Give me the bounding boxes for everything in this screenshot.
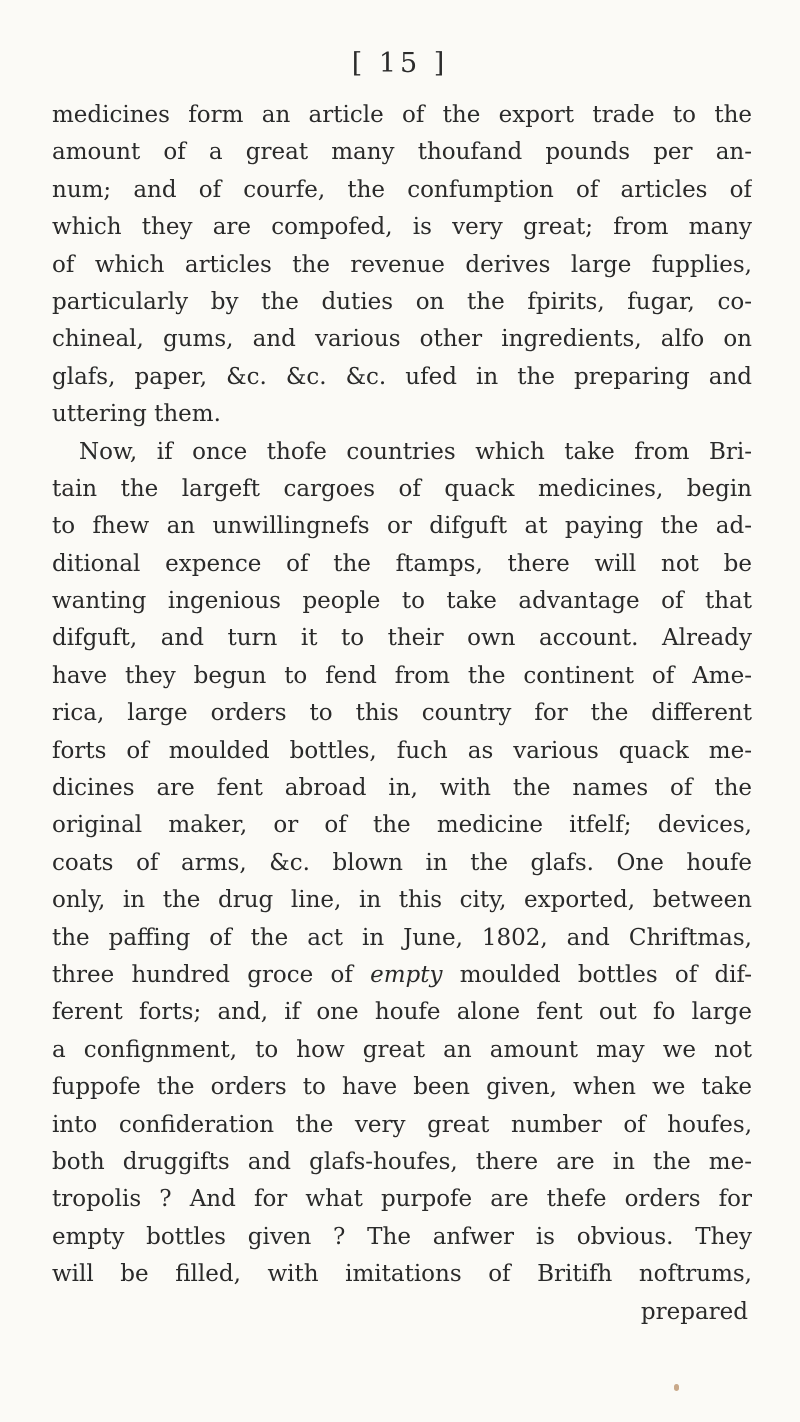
text-line: empty bottles given ? The anfwer is obvious. They [52, 1223, 752, 1250]
text-line: ditional expence of the ftamps, there will not be [52, 550, 752, 577]
text-line: the paffing of the act in June, 1802, and Chriftmas, [52, 924, 752, 951]
text-segment: three hundred groce of [52, 961, 353, 988]
ink-speck [674, 1384, 679, 1391]
text-line: chineal, gums, and various other ingredients, alfo on [52, 326, 752, 353]
text-line: tain the largeft cargoes of quack medicines, begin [52, 475, 752, 502]
body-text [52, 97, 752, 1331]
text-line: fuppofe the orders to have been given, when we take [52, 1074, 752, 1101]
text-line: both druggifts and glafs-houfes, there are in the me- [52, 1148, 752, 1175]
text-line: to fhew an unwillingnefs or difguft at paying the ad- [52, 513, 752, 540]
text-line: original maker, or of the medicine itfelf; devices, [52, 812, 752, 839]
text-line: num; and of courfe, the confumption of articles of [52, 176, 752, 203]
text-line: difguft, and turn it to their own account. Already [52, 625, 752, 652]
catchword: prepared [640, 1298, 748, 1325]
text-line: Now, if once thofe countries which take from Bri- [79, 438, 752, 465]
text-line: will be filled, with imitations of Britifh noftrums, [52, 1261, 752, 1288]
text-segment: moulded bottles of dif- [459, 961, 752, 988]
text-line: into confideration the very great number of houfes, [52, 1111, 752, 1138]
text-line: uttering them. [52, 401, 221, 428]
text-line: dicines are fent abroad in, with the names of the [52, 775, 752, 802]
text-line: wanting ingenious people to take advantage of that [52, 588, 752, 615]
text-line: forts of moulded bottles, fuch as various quack me- [52, 737, 752, 764]
text-line: of which articles the revenue derives large fupplies, [52, 251, 752, 278]
text-line: only, in the drug line, in this city, exported, between [52, 887, 752, 914]
text-line: have they begun to fend from the continent of Ame- [52, 662, 752, 689]
text-line: rica, large orders to this country for the different [52, 700, 752, 727]
text-line: a confignment, to how great an amount may we not [52, 1036, 752, 1063]
text-line: particularly by the duties on the fpirits, fugar, co- [52, 288, 752, 315]
text-line [52, 957, 752, 994]
text-line: coats of arms, &c. blown in the glafs. One houfe [52, 849, 752, 876]
text-line: which they are compofed, is very great; from many [52, 214, 752, 241]
text-line: amount of a great many thoufand pounds per an- [52, 139, 752, 166]
page-number-header: [ 15 ] [351, 48, 449, 79]
text-line: tropolis ? And for what purpofe are thefe orders for [52, 1186, 752, 1213]
italic-word: empty [370, 961, 443, 988]
text-line: medicines form an article of the export trade to the [52, 102, 752, 128]
text-line: glafs, paper, &c. &c. &c. ufed in the preparing and [52, 363, 752, 390]
text-line: ferent forts; and, if one houfe alone fent out fo large [52, 999, 752, 1026]
